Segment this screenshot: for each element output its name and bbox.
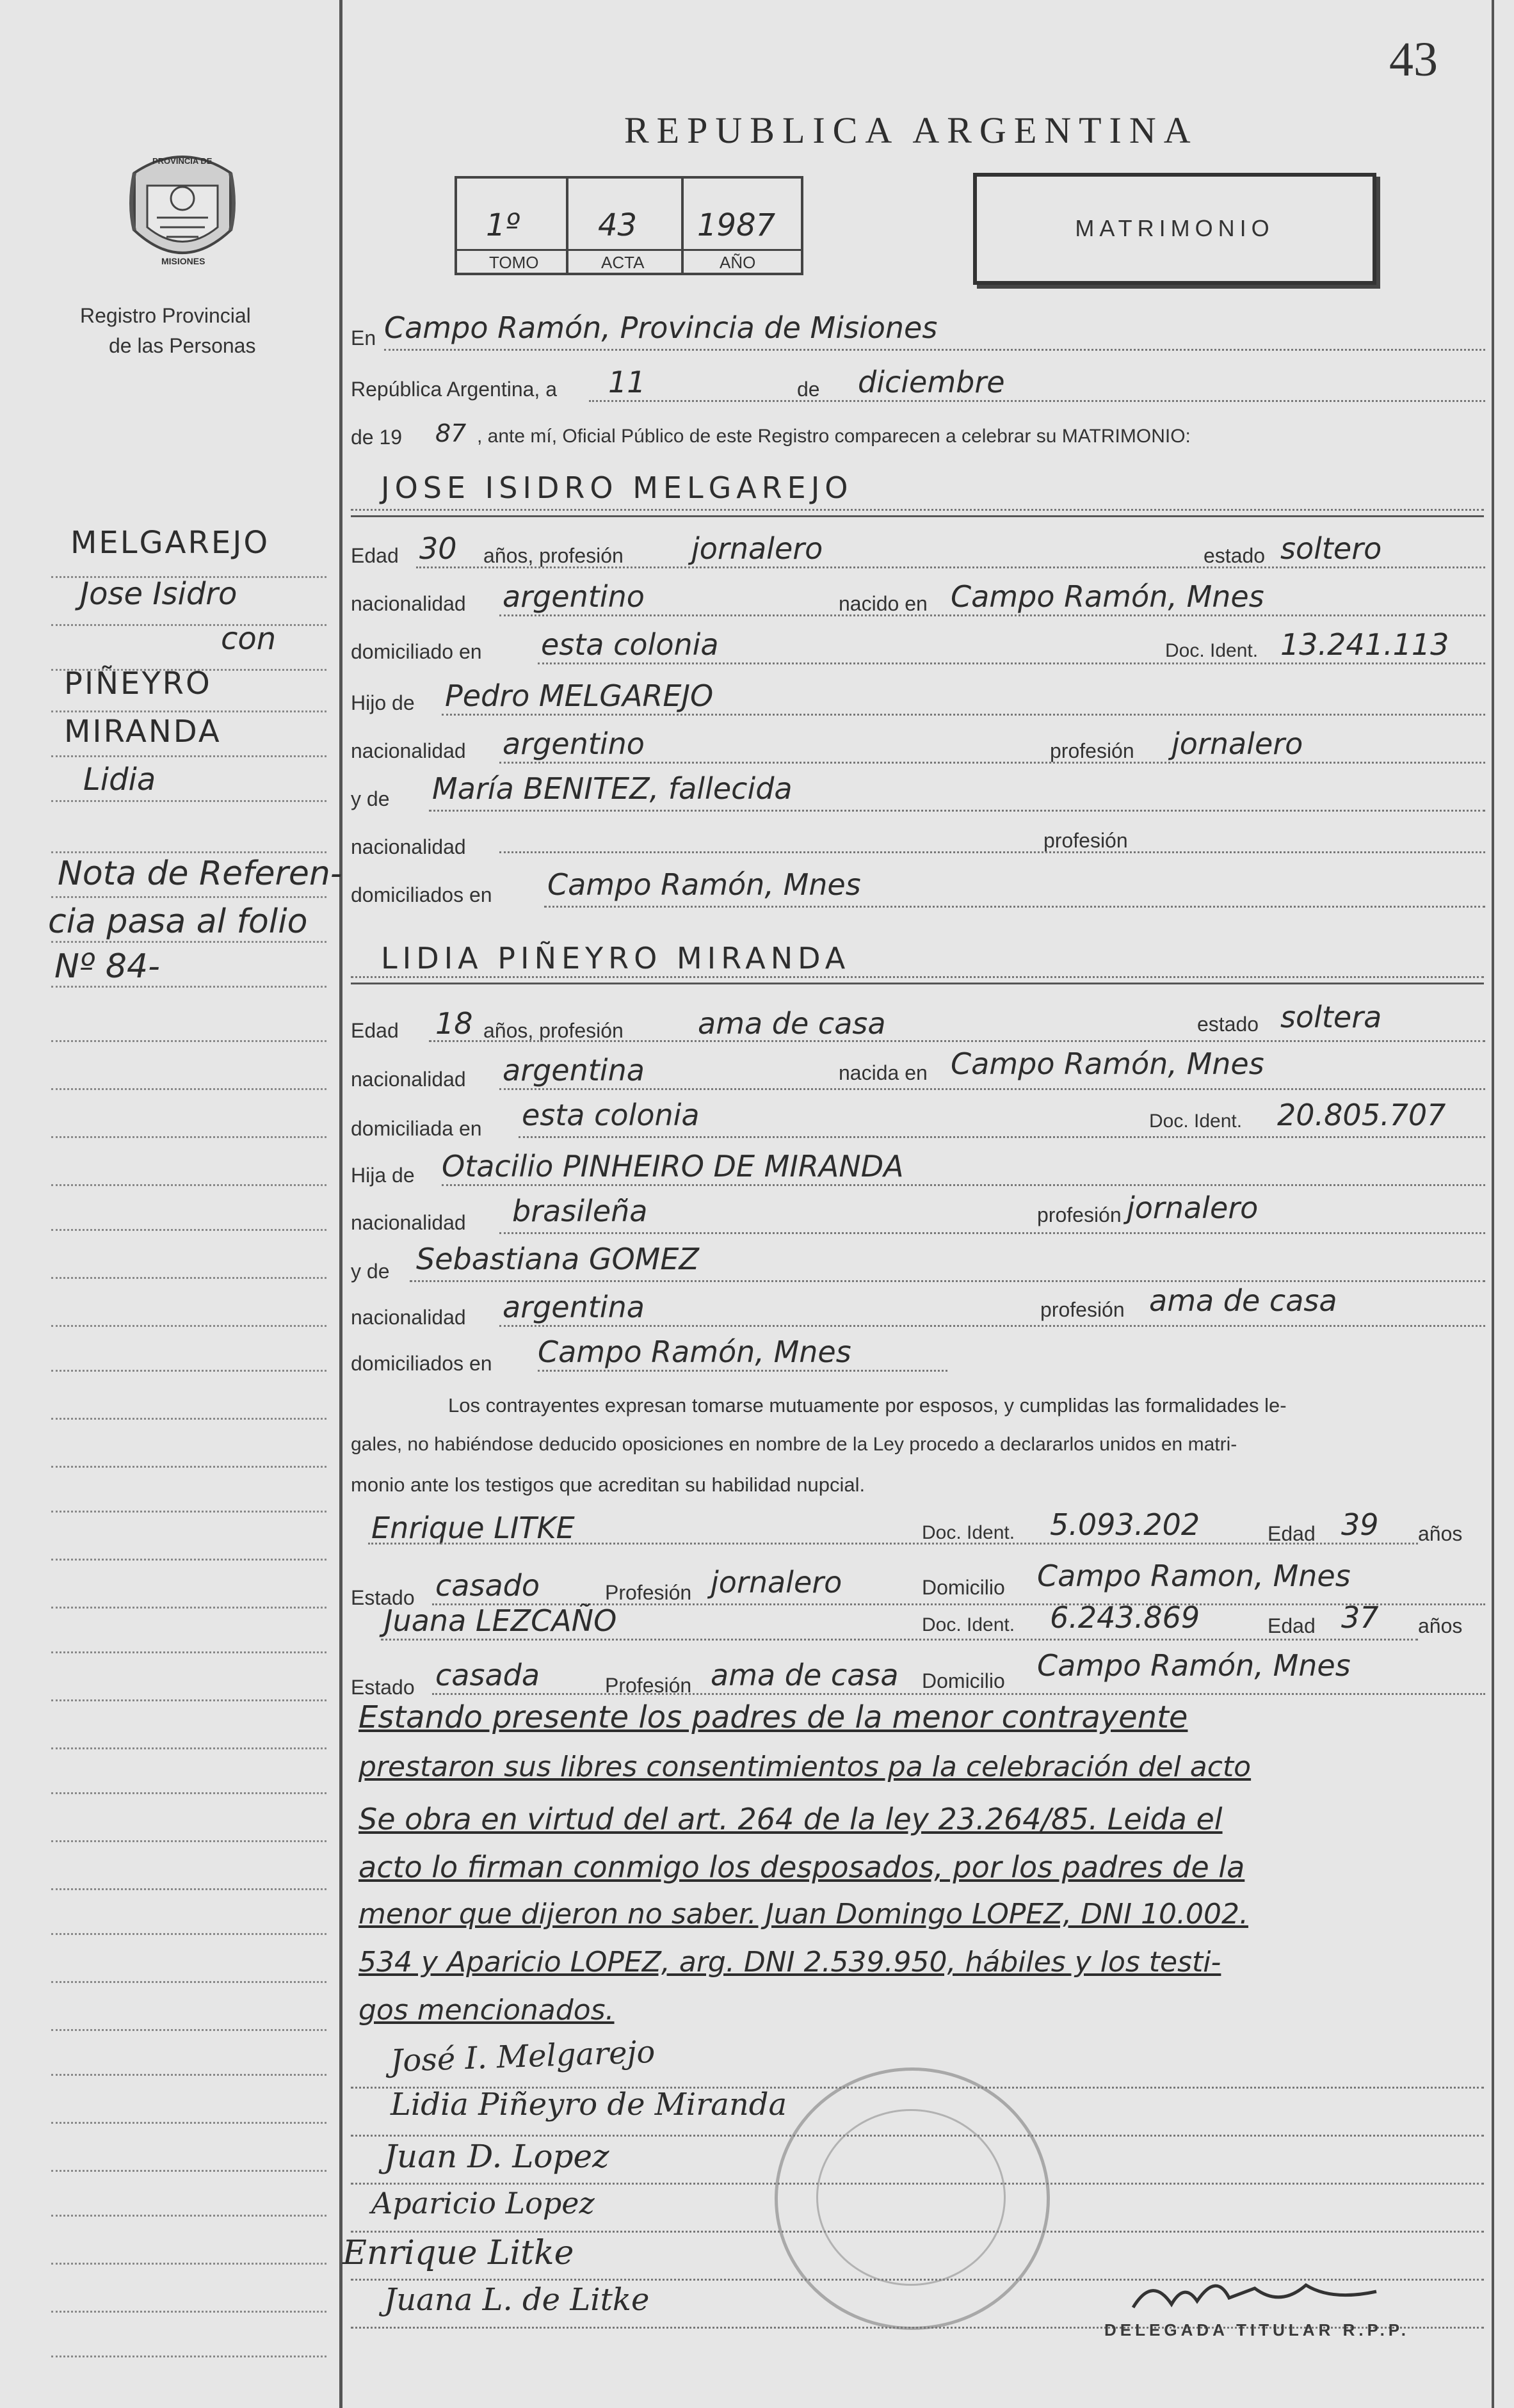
groom-yde-label: y de [351,787,390,810]
bride-estado-label: estado [1197,1013,1259,1036]
marriage-month: diciembre [858,365,1005,399]
margin-note-line: MIRANDA [64,714,221,750]
bride-father-prof-label: profesión [1037,1203,1122,1226]
bride-mother-prof-label: profesión [1040,1298,1125,1321]
notes-line: 534 y Aparicio LOPEZ, arg. DNI 2.539.950, hábiles y los testi- [358,1946,1221,1979]
witness-1-edad-label: Edad [1268,1522,1316,1545]
groom-estado-label: estado [1204,544,1266,567]
officer-stamp-title: DELEGADA TITULAR R.P.P. [1104,2320,1410,2340]
groom-father-nat-label: nacionalidad [351,739,466,762]
witness-2-name: Juana LEZCAÑO [384,1603,617,1638]
seal-bottom-text: MISIONES [161,256,205,266]
witness-1-anos-label: años [1418,1522,1463,1545]
witness-2-domicilio-label: Domicilio [922,1669,1005,1692]
bride-name: LIDIA PIÑEYRO MIRANDA [381,941,851,975]
declaration-line: gales, no habiéndose deducido oposiciones en nombre de la Ley procedo a declararlos unidos en matri- [351,1434,1237,1455]
marriage-year: 87 [435,419,467,447]
groom-estado: soltero [1280,531,1382,566]
witness-1-estado: casado [435,1568,540,1603]
groom-profession: jornalero [691,531,823,566]
bride-doc-label: Doc. Ident. [1149,1111,1243,1132]
witness-2-estado-label: Estado [351,1676,415,1699]
witness-1-address: Campo Ramon, Mnes [1037,1559,1351,1593]
bride-hija-label: Hija de [351,1164,415,1187]
groom-parents-address: Campo Ramón, Mnes [547,867,861,902]
seal-top-text: PROVINCIA DE [152,156,213,166]
bride-domiciliada-label: domiciliada en [351,1117,482,1140]
margin-note-line: cia pasa al folio [48,903,308,941]
declaration-line: monio ante los testigos que acreditan su habilidad nupcial. [351,1473,866,1496]
groom-hijo-label: Hijo de [351,691,415,714]
witness-1-profession: jornalero [711,1565,842,1600]
witness-1-doc: 5.093.202 [1050,1507,1200,1542]
republica-label: República Argentina, a [351,378,557,401]
witness-1-name: Enrique LITKE [371,1511,575,1545]
year-prefix: de 19 [351,426,403,449]
groom-profesion-label: años, profesión [483,544,624,567]
bride-yde-label: y de [351,1260,390,1283]
bride-father-profession: jornalero [1127,1191,1259,1225]
margin-note-line: PIÑEYRO [64,666,212,702]
notes-line: Estando presente los padres de la menor contrayente [358,1699,1188,1735]
groom-father-profession: jornalero [1172,726,1303,761]
margin-note-line: con [221,621,277,657]
witness-2-anos-label: años [1418,1614,1463,1637]
bride-mother-nationality: argentina [503,1290,645,1324]
groom-edad-label: Edad [351,544,399,567]
signature: Juana L. de Litke [384,2282,650,2318]
en-label: En [351,326,376,349]
intro-text: , ante mí, Oficial Público de este Registro comparecen a celebrar su MATRIMONIO: [477,426,1191,447]
bride-mother: Sebastiana GOMEZ [416,1242,699,1276]
bride-nationality: argentina [503,1053,645,1088]
signature: Juan D. Lopez [384,2138,609,2175]
witness-1-profesion-label: Profesión [605,1581,692,1604]
right-border [1492,0,1494,2408]
margin-divider [339,0,342,2408]
acta-label: ACTA [601,253,645,272]
groom-father-prof-label: profesión [1050,739,1134,762]
page-number: 43 [1389,33,1438,86]
groom-birthplace: Campo Ramón, Mnes [951,579,1264,614]
marriage-place: Campo Ramón, Provincia de Misiones [384,310,938,345]
signature: José I. Melgarejo [390,2034,656,2080]
witness-2-doc-label: Doc. Ident. [922,1614,1015,1635]
groom-doc-label: Doc. Ident. [1165,640,1259,661]
country-heading: REPUBLICA ARGENTINA [624,109,1198,151]
officer-signature-scribble [1127,2269,1383,2320]
notes-line: acto lo firman conmigo los desposados, por los padres de la [358,1850,1245,1884]
groom-mother-nat-label: nacionalidad [351,835,466,858]
groom-mother: María BENITEZ, fallecida [432,771,793,806]
margin-note-line: Nota de Referen- [58,855,342,893]
bride-nacionalidad-label: nacionalidad [351,1068,466,1091]
bride-address: esta colonia [522,1098,700,1132]
groom-mother-prof-label: profesión [1043,829,1128,852]
signature: Enrique Litke [342,2234,574,2272]
bride-birthplace: Campo Ramón, Mnes [951,1047,1264,1081]
registry-line-2: de las Personas [109,334,256,357]
bride-mother-nat-label: nacionalidad [351,1306,466,1329]
groom-domiciliado-label: domiciliado en [351,640,482,663]
witness-2-edad-label: Edad [1268,1614,1316,1637]
witness-2-age: 37 [1341,1600,1379,1635]
witness-1-doc-label: Doc. Ident. [922,1522,1015,1543]
registry-line-1: Registro Provincial [80,304,251,327]
witness-2-doc: 6.243.869 [1050,1600,1200,1635]
bride-estado: soltera [1280,1000,1382,1034]
bride-profession: ama de casa [698,1006,886,1041]
bride-father-nat-label: nacionalidad [351,1211,466,1234]
margin-note-line: Nº 84- [54,947,160,986]
witness-1-age: 39 [1341,1507,1379,1542]
notes-line: prestaron sus libres consentimientos pa la celebración del acto [358,1751,1252,1783]
witness-2-profesion-label: Profesión [605,1674,692,1697]
groom-nacido-label: nacido en [839,592,928,615]
bride-edad-label: Edad [351,1019,399,1042]
de-label: de [797,378,820,401]
declaration-line: Los contrayentes expresan tomarse mutuamente por esposos, y cumplidas las formalidades le- [448,1394,1287,1417]
ano-value: 1987 [697,207,776,243]
provincial-seal [122,147,243,275]
notes-line: menor que dijeron no saber. Juan Domingo LOPEZ, DNI 10.002. [358,1898,1248,1930]
tomo-label: TOMO [489,253,539,272]
bride-doc: 20.805.707 [1277,1098,1446,1132]
witness-2-address: Campo Ramón, Mnes [1037,1648,1351,1683]
margin-note-line: MELGAREJO [70,525,270,561]
groom-address: esta colonia [541,627,719,662]
witness-1-domicilio-label: Domicilio [922,1576,1005,1599]
record-type: MATRIMONIO [1075,215,1275,241]
matrimonio-box [973,173,1376,285]
bride-nacida-label: nacida en [839,1061,928,1084]
acta-value: 43 [598,207,638,243]
bride-age: 18 [435,1006,473,1041]
signature: Aparicio Lopez [371,2186,595,2220]
groom-nacionalidad-label: nacionalidad [351,592,466,615]
tomo-value: 1º [486,207,520,243]
ano-label: AÑO [720,253,756,272]
bride-parents-dom-label: domiciliados en [351,1352,492,1375]
margin-note-line: Lidia [83,762,156,798]
margin-note-line: Jose Isidro [80,576,238,612]
groom-name: JOSE ISIDRO MELGAREJO [381,470,853,505]
witness-2-profession: ama de casa [711,1658,899,1692]
notes-line: gos mencionados. [358,1994,615,2027]
groom-doc: 13.241.113 [1280,627,1449,662]
groom-parents-dom-label: domiciliados en [351,883,492,906]
witness-2-estado: casada [435,1658,540,1692]
record-box [455,176,803,275]
groom-nationality: argentino [503,579,645,614]
groom-age: 30 [419,531,457,566]
bride-profesion-label: años, profesión [483,1019,624,1042]
bride-parents-address: Campo Ramón, Mnes [538,1335,851,1369]
witness-1-estado-label: Estado [351,1586,415,1609]
official-round-stamp [775,2067,1050,2330]
notes-line: Se obra en virtud del art. 264 de la ley 23.264/85. Leida el [358,1802,1223,1836]
bride-father-nationality: brasileña [512,1194,648,1228]
bride-mother-profession: ama de casa [1149,1283,1337,1318]
signature: Lidia Piñeyro de Miranda [391,2087,787,2123]
groom-father: Pedro MELGAREJO [445,678,714,713]
bride-father: Otacilio PINHEIRO DE MIRANDA [442,1149,904,1184]
groom-father-nationality: argentino [503,726,645,761]
marriage-day: 11 [608,365,646,399]
